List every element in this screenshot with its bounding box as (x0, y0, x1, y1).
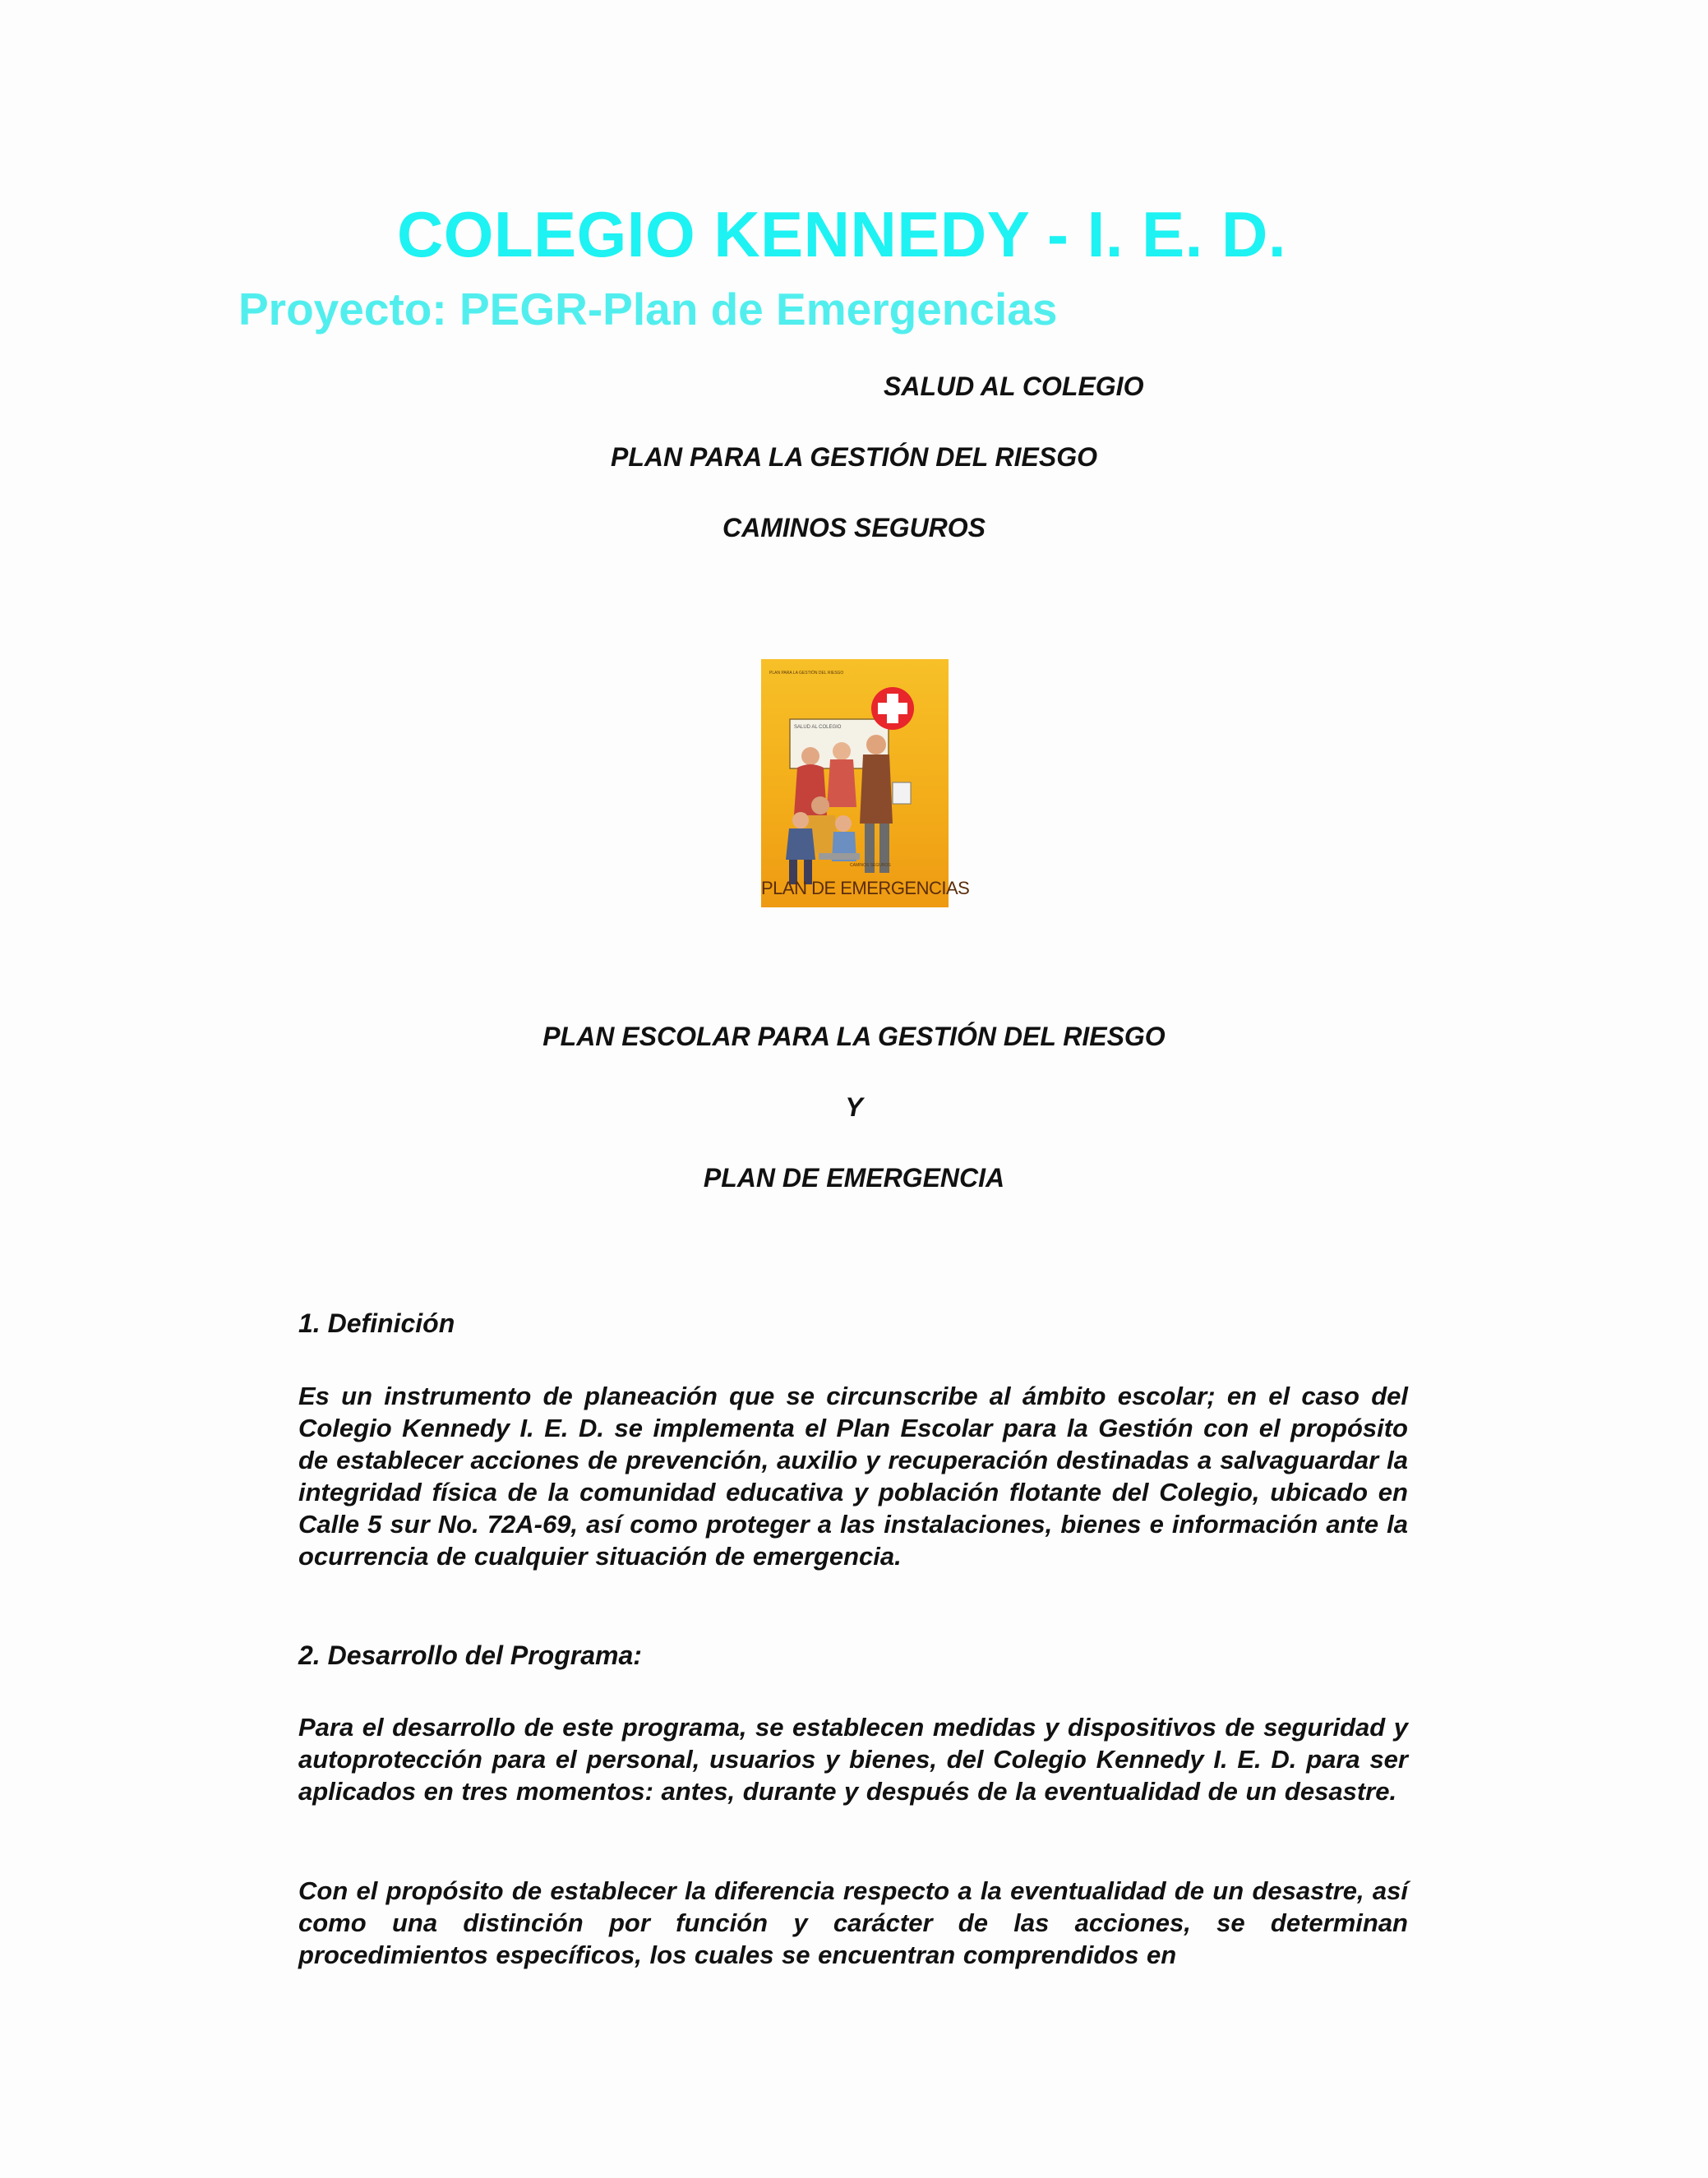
paragraph-procedimientos: Con el propósito de establecer la diferencia respecto a la eventualidad de un desastre, así como una distinción por función y carácter de las acciones, se determinan procedimientos específicos, los cuales se encuentran comprendidos en (298, 1876, 1408, 1969)
cover-illustration (761, 659, 970, 907)
cover-title: PLAN DE EMERGENCIAS (761, 878, 970, 898)
section-heading-definicion: 1. Definición (298, 1308, 455, 1338)
caption-caminos-seguros: CAMINOS SEGUROS (722, 513, 986, 542)
cover-board-text: SALUD AL COLEGIO (794, 725, 842, 730)
document-subtitle: Proyecto: PEGR-Plan de Emergencias (238, 284, 1058, 335)
document-title: COLEGIO KENNEDY - I. E. D. (396, 198, 1287, 270)
cover-top-text: PLAN PARA LA GESTIÓN DEL RIESGO (769, 671, 844, 676)
cover-figures (786, 735, 911, 884)
paragraph-definicion: Es un instrumento de planeación que se circunscribe al ámbito escolar; en el caso del Colegio Kennedy I. E. D. se implementa el Plan Escolar para la Gestión con el propósito de establecer acciones de prevención, auxilio y recuperación destinadas a salvaguardar la integridad física de la comunidad educativa y población flotante del Colegio, ubicado en Calle 5 sur No. 72A-69, así como proteger a las instalaciones, bienes e información ante la ocurrencia de cualquier situación de emergencia. (298, 1382, 1408, 1571)
caption-plan-gestion-riesgo: PLAN PARA LA GESTIÓN DEL RIESGO (610, 442, 1098, 472)
plan-title-emergencia: PLAN DE EMERGENCIA (703, 1163, 1005, 1193)
plan-title-escolar: PLAN ESCOLAR PARA LA GESTIÓN DEL RIESGO (542, 1022, 1166, 1051)
caption-salud-al-colegio: SALUD AL COLEGIO (884, 371, 1144, 401)
plan-title-conjunction: Y (845, 1092, 863, 1122)
cover-cross-horizontal (878, 703, 907, 714)
cover-image (761, 659, 970, 907)
cover-small-text: CAMINOS SEGUROS (850, 863, 891, 868)
paragraph-desarrollo: Para el desarrollo de este programa, se establecen medidas y dispositivos de seguridad y autoprotección para el personal, usuarios y bienes, del Colegio Kennedy I. E. D. para ser aplicados en tres momentos: antes, durante y después de la eventualidad de un desastre. (298, 1713, 1408, 1806)
section-heading-desarrollo: 2. Desarrollo del Programa: (298, 1640, 642, 1670)
